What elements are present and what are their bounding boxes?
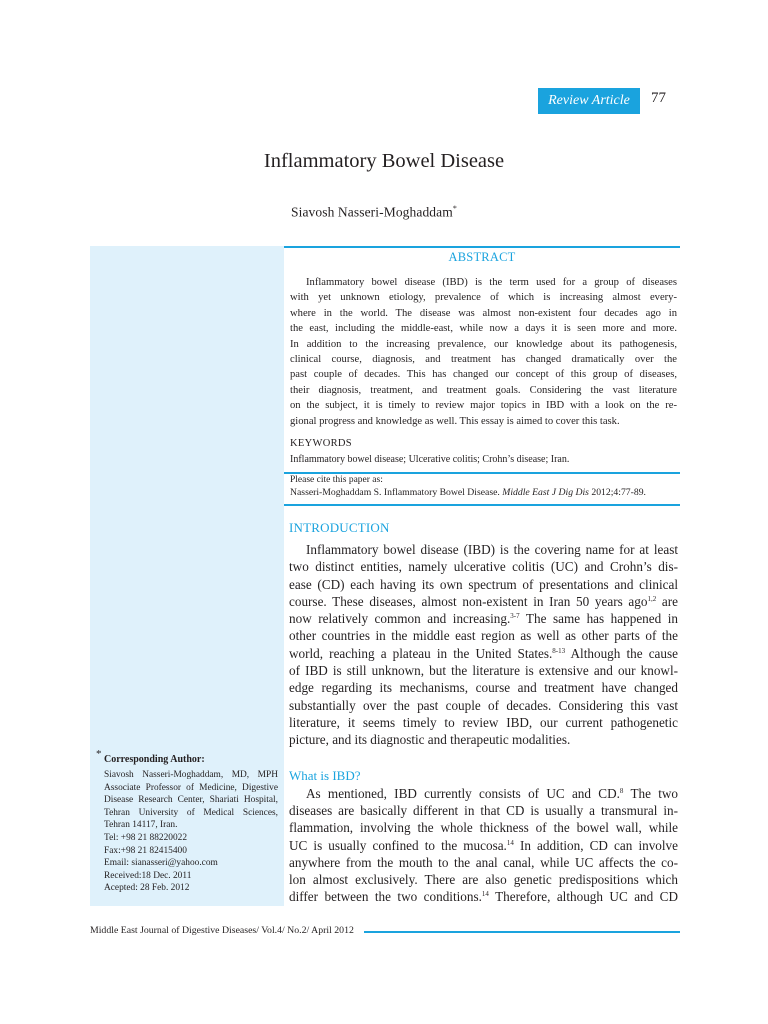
keywords-text: Inflammatory bowel disease; Ulcerative colitis; Crohn’s disease; Iran.: [290, 454, 570, 465]
body-line: [289, 802, 678, 819]
corr-line: Tehran 14117, Iran.: [104, 820, 178, 831]
author-line: [291, 204, 457, 221]
body-line: [289, 541, 678, 558]
body-line: [289, 679, 678, 696]
corresponding-author-details: [104, 769, 278, 895]
abstract-line: their diagnosis, treatment, and treatment goals. Considering the vast literature: [290, 384, 677, 396]
citation-suffix: 2012;4:77-89.: [588, 487, 646, 498]
body-line: [289, 627, 678, 644]
body-line: [289, 819, 678, 836]
author-marker: *: [452, 204, 457, 213]
corr-line: Tehran University of Medical Sciences,: [104, 807, 278, 818]
body-line-text: The two: [623, 786, 679, 801]
introduction-body: [289, 541, 678, 749]
body-line-text: are: [656, 593, 678, 609]
corr-line: Acepted: 28 Feb. 2012: [104, 883, 190, 894]
body-line: [289, 837, 678, 854]
citation-superscript: 8-13: [552, 646, 566, 655]
body-line: [289, 576, 678, 593]
body-line-text: ease (CD) each having its own spectrum of presentations and clinical: [289, 576, 678, 592]
footer-rule: [364, 931, 680, 933]
abstract-line: clinical course, diagnosis, and treatment has changed dramatically over the: [290, 354, 677, 366]
body-line: [289, 714, 678, 731]
body-line-text: differ between the two conditions.: [289, 889, 482, 905]
abstract-line: where in the world. The disease was almost non-existent four decades ago in: [290, 307, 677, 319]
body-line-text: UC is usually confined to the mucosa.: [289, 837, 507, 853]
author-name: Siavosh Nasseri-Moghaddam: [291, 204, 453, 220]
corr-line: Tel: +98 21 88220022: [104, 832, 188, 843]
what-is-ibd-heading: What is IBD?: [289, 768, 361, 783]
article-title: Inflammatory Bowel Disease: [263, 150, 505, 172]
abstract-line: with yet unknown etiology, prevalence of which is increasing almost every-: [290, 292, 677, 304]
body-line: [289, 645, 678, 662]
body-line-text: lon almost exclusively. There are also genetic predispositions which: [289, 872, 678, 888]
body-line: [289, 888, 678, 905]
citation-superscript: 3-7: [510, 612, 520, 621]
body-line-text: substantially over the past couple of decades. Considering this vast: [289, 697, 678, 713]
what-is-ibd-body: [289, 785, 678, 905]
abstract-line: Inflammatory bowel disease (IBD) is the term used for a group of diseases: [306, 277, 677, 288]
body-line-text: world, reaching a plateau in the United States.: [289, 645, 553, 661]
body-line-text: diseases are basically different in that CD is usually a transmural in-: [289, 803, 678, 819]
abstract-heading: ABSTRACT: [448, 250, 516, 264]
body-line-text: course. These diseases, almost non-existent in Iran 50 years ago: [289, 593, 648, 609]
corr-line: Email: sianasseri@yahoo.com: [104, 858, 218, 869]
abstract-line: on the subject, it is timely to review major topics in IBD with a look on the re-: [290, 400, 677, 412]
citation-prefix: Nasseri-Moghaddam S. Inflammatory Bowel Disease.: [290, 487, 503, 498]
body-line-text: anywhere from the mouth to the anal canal, while UC affects the co-: [289, 854, 678, 870]
corr-line: Siavosh Nasseri-Moghaddam, MD, MPH: [104, 770, 278, 780]
keywords-heading: KEYWORDS: [290, 438, 352, 449]
body-line-text: In addition, CD can involve: [513, 837, 678, 853]
body-line: [289, 558, 678, 575]
corr-line: Received:18 Dec. 2011: [104, 870, 192, 881]
abstract-line: In addition to the increasing prevalence, our knowledge about its pathogenesis,: [290, 338, 677, 350]
body-line-text: other countries in the middle east region as well as other parts of the: [289, 628, 678, 644]
abstract-top-rule: [284, 246, 680, 248]
citation-superscript: 14: [481, 890, 489, 899]
corresponding-marker: *: [96, 748, 102, 760]
body-line-text: two distinct entities, namely ulcerative colitis (UC) and Crohn’s dis-: [289, 559, 678, 575]
body-line-text: Inflammatory bowel disease (IBD) is the covering name for at least: [306, 542, 678, 557]
body-line-text: Therefore, although UC and CD: [488, 889, 678, 905]
body-line-text: The same has happened in: [519, 611, 678, 627]
body-line: [289, 871, 678, 888]
body-line-text: picture, and its diagnostic and therapeutic modalities.: [289, 732, 571, 748]
section-label: Review Article: [538, 88, 640, 114]
abstract-body: [290, 275, 677, 429]
page-number: 77: [651, 90, 666, 106]
citation-superscript: 8: [619, 787, 624, 795]
body-line: [289, 697, 678, 714]
body-line-text: edge regarding its mechanisms, course and treatment have changed: [289, 680, 678, 696]
body-line-text: literature, it seems timely to review IBD, our current pathogenetic: [289, 714, 678, 730]
corr-line: Associate Professor of Medicine, Digestive: [104, 782, 278, 793]
citation-journal: Middle East J Dig Dis: [502, 487, 589, 498]
body-line-text: of IBD is still unknown, but the literature is extensive and our knowl-: [289, 663, 678, 679]
citation-top-rule: [284, 472, 680, 474]
citation-label: Please cite this paper as:: [290, 475, 383, 485]
footer-journal-line: Middle East Journal of Digestive Diseases/ Vol.4/ No.2/ April 2012: [90, 925, 354, 936]
citation-superscript: 14: [506, 838, 514, 847]
corr-line: Fax:+98 21 82415400: [104, 845, 187, 856]
corresponding-author-title: Corresponding Author:: [104, 754, 205, 765]
body-line: [289, 785, 678, 802]
corr-line: Disease Research Center, Shariati Hospital,: [104, 795, 278, 806]
body-line: [289, 610, 678, 627]
body-line-text: Although the cause: [565, 645, 678, 661]
citation-bottom-rule: [284, 504, 680, 506]
abstract-line: the east, including the middle-east, while now a days it is seen more and more.: [290, 323, 677, 335]
abstract-line: past couple of decades. This has changed our concept of this group of diseases,: [290, 369, 677, 381]
body-line: [289, 854, 678, 871]
body-line: [289, 593, 678, 610]
body-line-text: flammation, involving the whole thickness of the bowel wall, while: [289, 820, 678, 836]
body-line-text: As mentioned, IBD currently consists of UC and CD.: [306, 786, 620, 801]
abstract-line: gional progress and knowledge as well. This essay is aimed to cover this task.: [290, 415, 620, 427]
citation-text: [290, 487, 646, 498]
body-line: [289, 662, 678, 679]
body-line-text: now relatively common and increasing.: [289, 611, 511, 627]
citation-superscript: 1,2: [647, 594, 657, 603]
body-line: [289, 731, 678, 748]
introduction-heading: INTRODUCTION: [289, 520, 390, 535]
